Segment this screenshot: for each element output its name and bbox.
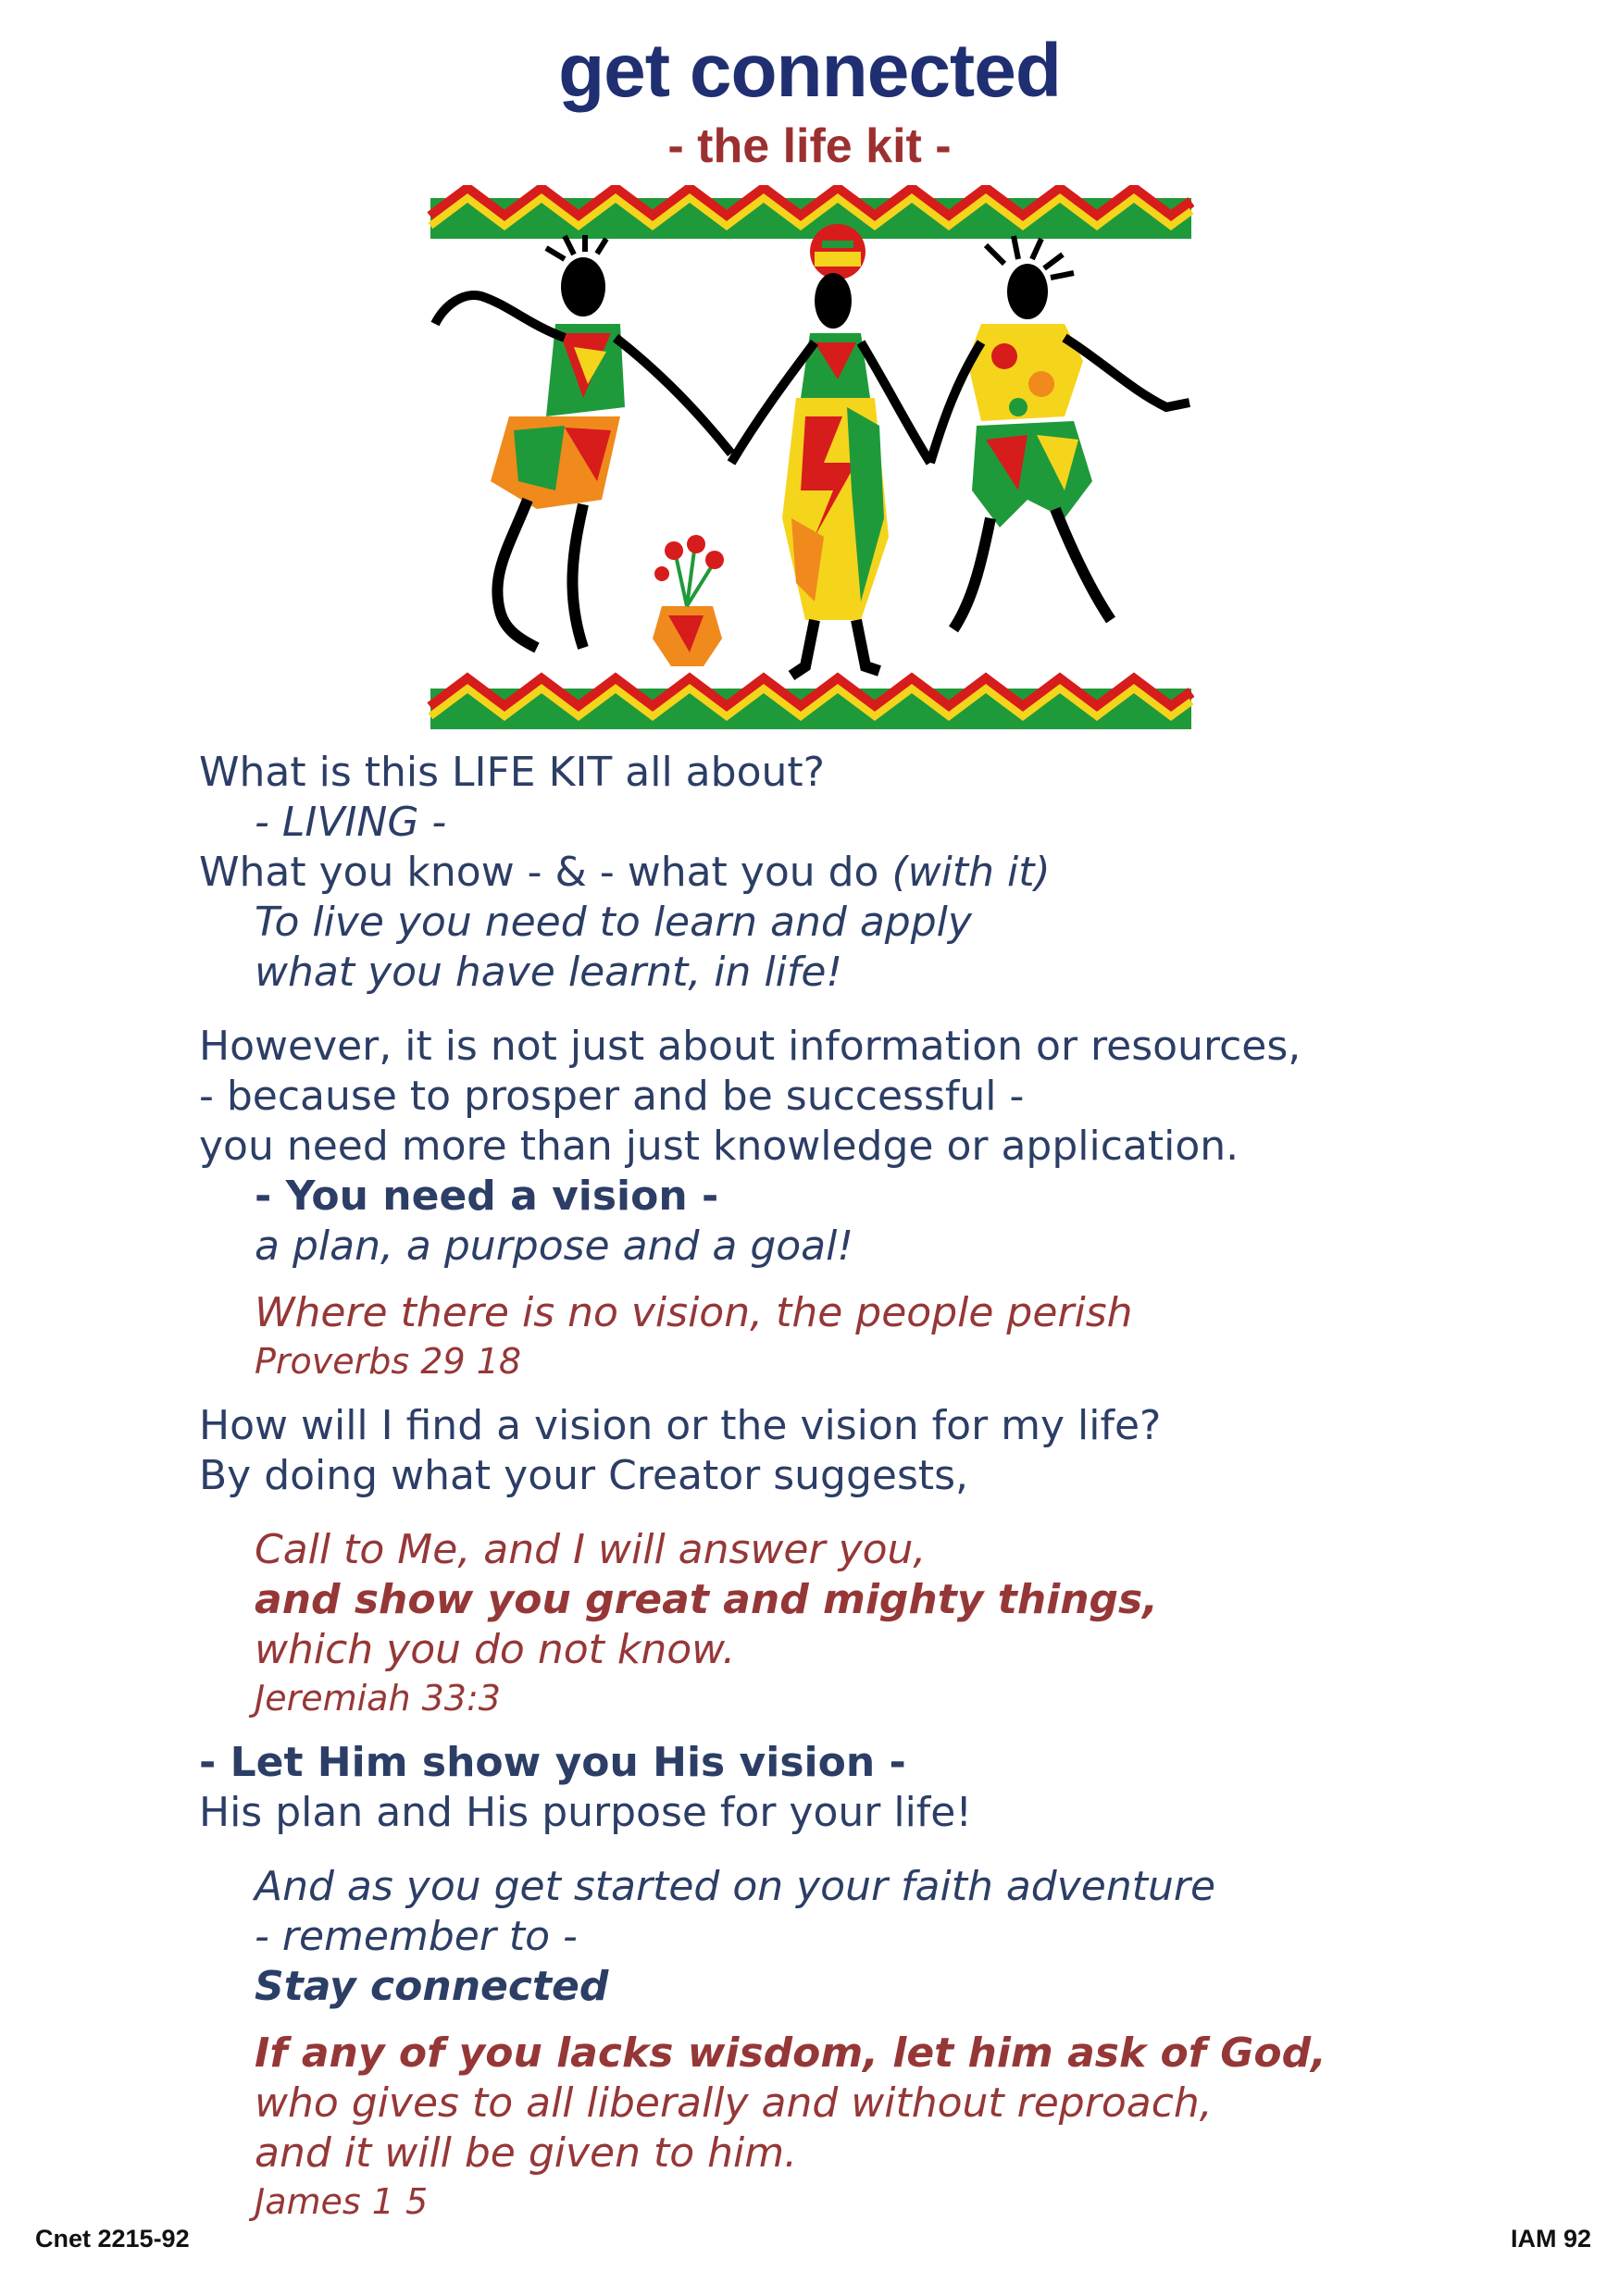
verse-jeremiah-line-2: and show you great and mighty things, [255,1576,1158,1623]
vision-heading: - You need a vision - [255,1173,719,1220]
intro-question: What is this LIFE KIT all about? [199,749,825,796]
footer-left-code: Cnet 2215-92 [35,2225,190,2253]
zigzag-border-top-icon [430,189,1191,239]
dancer-right-icon [930,236,1189,629]
stay-connected-heading: Stay connected [255,1963,609,2010]
verse-james-line-2: who gives to all liberally and without reproach, [255,2079,1213,2127]
vision-subline: a plan, a purpose and a goal! [255,1222,854,1270]
verse-jeremiah-line-3: which you do not know. [255,1626,736,1673]
zigzag-border-bottom-icon [430,679,1191,729]
however-line-2: - because to prosper and be successful - [199,1073,1025,1120]
however-line-1: However, it is not just about information or resources, [199,1023,1301,1070]
question-two: How will I find a vision or the vision for my life? [199,1402,1162,1449]
african-dancers-illustration [426,185,1194,740]
faith-line-2: - remember to - [255,1913,578,1960]
verse-james-line-3: and it will be given to him. [255,2129,798,2177]
him-heading: - Let Him show you His vision - [199,1739,906,1786]
page-subtitle: - the life kit - [667,119,952,173]
dancer-left-icon [435,235,731,648]
verse-jeremiah-line-1: Call to Me, and I will answer you, [255,1526,927,1573]
flower-pot-icon [653,535,724,666]
however-line-3: you need more than just knowledge or application. [199,1123,1239,1170]
know-do-line [199,848,1495,898]
living-heading: - LIVING - [255,799,447,846]
learn-line-1: To live you need to learn and apply [255,899,972,946]
verse-james-ref: James 1 5 [255,2181,429,2222]
him-subline: His plan and His purpose for your life! [199,1789,972,1836]
with-it-text: (with it) [891,849,1051,896]
know-do-text: What you know - & - what you do [199,849,879,896]
learn-line-2: what you have learnt, in life! [255,949,843,996]
question-two-answer: By doing what your Creator suggests, [199,1452,969,1499]
dancer-center-icon [731,224,930,676]
verse-james-line-1: If any of you lacks wisdom, let him ask of God, [255,2029,1326,2077]
verse-jeremiah-ref: Jeremiah 33:3 [255,1678,501,1719]
main-text [199,748,1495,2225]
verse-proverbs: Where there is no vision, the people perish [255,1289,1133,1336]
footer-right-code: IAM 92 [1510,2225,1591,2253]
verse-proverbs-ref: Proverbs 29 18 [255,1341,522,1382]
faith-line-1: And as you get started on your faith adventure [255,1863,1216,1910]
page-title: get connected [558,29,1061,113]
